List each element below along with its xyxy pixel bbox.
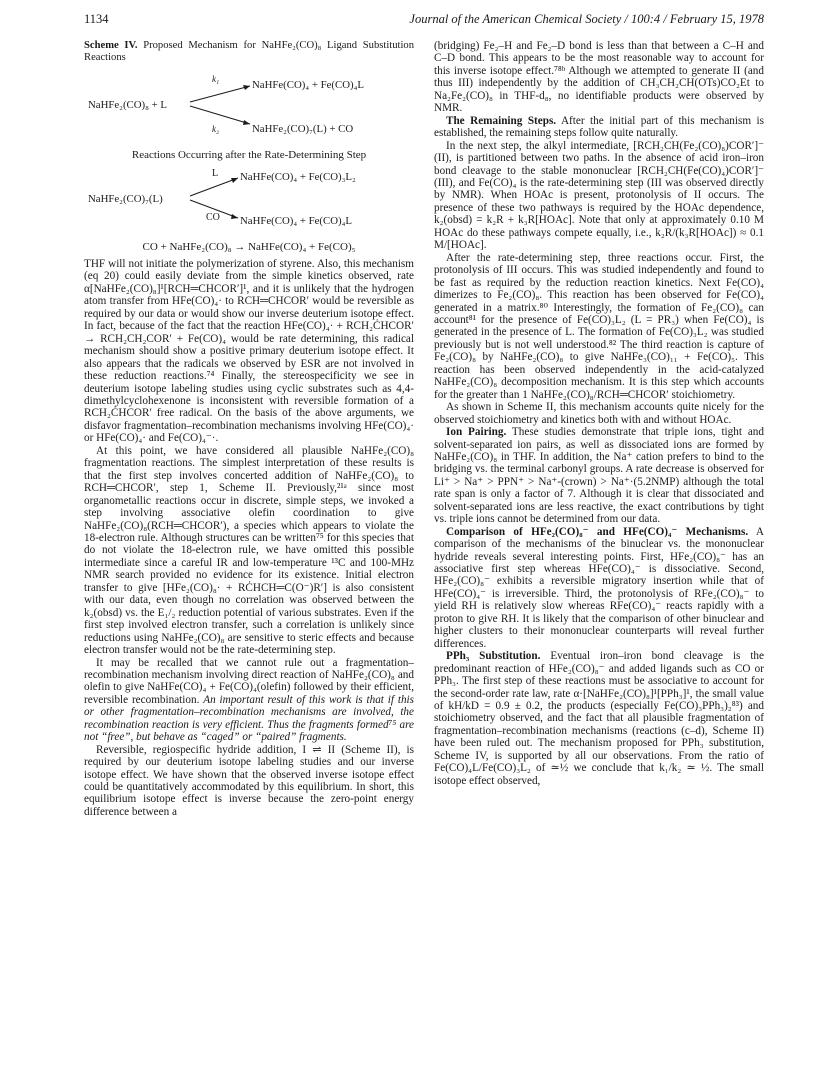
arrow-L [190,178,238,196]
left-paragraph-1: THF will not initiate the polymerization of styrene. Also, this mechanism (eq 20) could easily deviate from the simple kinetics observed, rate α[NaHFe₂(CO)₈]¹[RCH═CHCOR′]¹, and it is unlikely that the hydrogen atom transfer from HFe(CO)₄· to RCH═CHCOR′ would be reversible as required by our data or would show our inverse deuterium isotope effect. In fact, because of the fact that the reaction HFe(CO)₄· + RCH₂ĊHCOR′ → RCH₂CH₂COR′ + Fe(CO)₄ would be rate determining, this radical mechanism should show a positive primary deuterium isotope effect. It also appears that the radicals we observed by ESR are not involved in these reduction reactions.⁷⁴ Finally, the stereospecificity we see in deuterium isotope labeling studies using cyclic substrates such as 4,4-dimethylcyclohexenone is inconsistent with reversible formation of a RCH₂ĊHCOR′ free radical. On the basis of the above arguments, we disfavor fragmentation–recombination mechanisms involving HFe(CO)₄· or HFe(CO)₄· and Fe(CO)₄⁻·. [84,258,414,445]
ion-pairing-paragraph [434,426,764,526]
heading-pph3-substitution: PPh₃ Substitution. [446,650,541,663]
page-header [84,12,764,30]
reactant-2: NaHFe₂(CO)₇(L) [88,193,163,205]
scheme-diagram [84,68,414,258]
product-3: NaHFe(CO)₄ + Fe(CO)₃L₂ [240,171,356,183]
product-4: NaHFe(CO)₄ + Fe(CO)₄L [240,215,352,227]
remaining-steps-paragraph [434,115,764,140]
pph3-paragraph [434,650,764,787]
page-number: 1134 [84,12,109,26]
product-2: NaHFe₂(CO)₇(L) + CO [252,123,354,135]
scheme-caption [84,40,414,64]
reactant-1: NaHFe₂(CO)₈ + L [88,99,167,111]
arrow-k2 [190,106,250,124]
scheme-label: Scheme IV. [84,40,138,51]
left-paragraph-3b-italic: An important result of this work is that if this or other fragmentation–recombination mechanisms are involved, the recombination reaction is very efficient. Thus the fragments formed⁷⁵ are not “free”, but behave as “caged” or “paired” fragments. [84,693,414,744]
arrowhead-k1 [243,85,250,90]
comparison-paragraph [434,526,764,651]
right-paragraph-1: (bridging) Fe₂–H and Fe₂–D bond is less than that between a C–H and C–D bond. This appears to be the most reasonable way to account for this inverse isotope effect.⁷⁸ᵇ Although we attempted to generate II (and thus III) independently by the addition of CH₃CH₂CH(OTs)CO₂Et to Na₂Fe₂(CO)₈ in THF-d₈, no identifiable products were observed by NMR. [434,40,764,115]
product-1: NaHFe(CO)₄ + Fe(CO)₄L [252,79,364,91]
scheme-subtitle: Reactions Occurring after the Rate-Determining Step [131,149,367,161]
left-paragraph-3a: It may be recalled that we cannot rule out a fragmentation–recombination mechanism involving direct reaction of NaHFe₂(CO)₈ and olefin to give NaHFe(CO)₄ + Fe(CO)₄(olefin) followed by their efficient, reversible recombination. [84,656,414,706]
left-paragraph-2: At this point, we have considered all plausible NaHFe₂(CO)₈ fragmentation reactions. The simplest interpretation of these results is that the first step involves concerted addition of NaHFe₂(CO)₈ to RCH═CHCOR′, step 1, Scheme II. Previously,²¹ᵃ since most organometallic reactions occur in discrete, simple steps, we invoked a step involving associative olefin coordination to give NaHFe₂(CO)₈(RCH═CHCOR′), a species which appears to violate the 18-electron rule. Although structures can be written⁷⁵ for this species that do not violate the 18-electron rule, we have omitted this possible intermediate since a careful IR and low-temperature ¹³C and 100-MHz NMR search provided no evidence for its existence. Initial electron transfer to give [HFe₂(CO)₈· + RĊHCH═C(O⁻)R′] is also consistent with our data, even though no correlation was observed between the k₂(obsd) vs. the E₁/₂ reduction potential of various substrates. Even if the first step involved electron transfer, such a correlation is unlikely since reductions using NaHFe₂(CO)₈ are sensitive to steric effects and because electron transfer would not be the rate-determining step. [84,444,414,657]
scheme-title: Proposed Mechanism for NaHFe₂(CO)₈ Ligand Substitution Reactions [84,40,414,63]
left-paragraph-3 [84,657,414,744]
right-column [434,40,764,787]
final-reaction: CO + NaHFe₂(CO)₈ → NaHFe(CO)₄ + Fe(CO)₅ [142,241,356,253]
left-column [84,40,414,818]
right-paragraph-2: After the initial part of this mechanism is established, the remaining steps follow quite naturally. [434,114,764,140]
heading-remaining-steps: The Remaining Steps. [446,114,557,127]
journal-citation: Journal of the American Chemical Society / 100:4 / February 15, 1978 [409,12,764,26]
right-paragraph-4: After the rate-determining step, three reactions occur. First, the protonolysis of III occurs. This was studied independently and found to be fast as required by the reduction reaction kinetics. Next Fe(CO)₄ dimerizes to Fe₂(CO)₈. This reaction has been observed for Fe(CO)₄ generated in a matrix.⁸⁰ Interestingly, the formation of Fe₂(CO)₈ can account⁸¹ for the presence of Fe(CO)₃L₂ (L = PR₃) when Fe(CO)₄ is generated in the presence of L. The formation of Fe(CO)₃L₂ was studied previously but is not well understood.⁸² The third reaction is capture of Fe₂(CO)₈ by NaHFe₂(CO)₈ to give NaHFe₃(CO)₁₁ + Fe(CO)₅. This reaction has been observed independently in the acid-catalyzed NaHFe₂(CO)₈ decomposition mechanism. It is this step which accounts for the greater than 1 NaHFe₂(CO)₈/RCH═CHCOR′ stoichiometry. [434,251,764,401]
arrowhead-L [231,178,238,183]
arrowhead-k2 [243,120,250,125]
left-paragraph-4: Reversible, regiospecific hydride addition, I ⇌ II (Scheme II), is required by our deuterium isotope labeling studies and our inverse isotope effect. We have shown that the observed inverse isotope effect could be quantitatively accommodated by this equilibrium. In short, this equilibrium isotope effect is inverse because the zero-point energy difference between a [84,743,414,818]
scheme-svg [84,68,414,258]
right-paragraph-7: A comparison of the mechanisms of the binuclear vs. the mononuclear hydride reveals several interesting points. First, HFe₂(CO)₈⁻ has an associative first step whereas HFe(CO)₄⁻ is dissociative. Second, HFe₂(CO)₈⁻ exhibits a reversible migratory insertion while that of HFe(CO)₄⁻ is irreversible. Third, the protonolysis of RFe₂(CO)₈⁻ to yield RH is relatively slow whereas RFe(CO)₄⁻ reacts rapidly with a proton to give RH. It is likely that the comparison of other binuclear and higher clusters to their mononuclear counterparts will reveal further differences. [434,525,764,650]
k1-label: k₁ [212,74,220,84]
heading-ion-pairing: Ion Pairing. [446,426,507,439]
arrowhead-CO [231,214,238,219]
right-paragraph-8: Eventual iron–iron bond cleavage is the predominant reaction of HFe₂(CO)₈⁻ and added ligands such as CO or PPh₃. The first step of these reactions must be associative to account for the second-order rate law, rate α·[NaHFe₂(CO)₈]¹[PPh₃]¹, the small value of kH/kD = 0.9 ± 0.2, the products (especially Fe(CO)₃PPh₃)₂⁸³) and stoichiometry observed, and the fact that all plausible fragmentation of fragmentation–recombination mechanisms (reactions (c–d), Scheme II) have been ruled out. The mechanism proposed for PPh₃ substitution, Scheme IV, is supported by all our observations. From the ratio of Fe(CO)₄L/Fe(CO)₃L₂ of ≃½ we conclude that k₁/k₂ ≃ ½. The small isotope effect observed, [434,650,764,787]
ligand-L-label: L [212,168,219,179]
co-label: CO [206,212,220,223]
right-paragraph-6: These studies demonstrate that triple ions, tight and solvent-separated ion pairs, as well as dissociated ions are formed by NaHFe₂(CO)₈ in THF. In addition, the Na⁺ cation prefers to bind to the bridging vs. the terminal carbonyl groups. A rate decrease is observed for Li⁺ > Na⁺ > PPN⁺ > Na⁺-(crown) > Na⁺·(5.2NMP) although the total rate span is only a factor of 7. Although it is clear that dissociated and solvent-separated ions are less reactive, the exact contributions by tight vs. triple ions cannot be determined from our data. [434,426,764,526]
arrow-k1 [190,86,250,102]
right-paragraph-5: As shown in Scheme II, this mechanism accounts quite nicely for the observed stoichiometry and kinetics both with and without HOAc. [434,401,764,426]
k2-label: k₂ [212,124,220,134]
right-paragraph-3: In the next step, the alkyl intermediate, [RCH₂CH(Fe₂(CO)₈)COR′]⁻ (II), is partitioned between two paths. In the absence of acid iron–iron bond cleavage to the stable mononuclear [RCH₂CH(Fe(CO)₄)COR′]⁻ (III), and Fe(CO)₄ is the rate-determining step (III was observed directly by NMR). When HOAc is present, protonolysis of II occurs. The presence of these two pathways is required by the HOAc dependence, k₂(obsd) = k₂R + k₃R[HOAc]. Note that only at approximately 0.10 M HOAc do these pathways compete equally, i.e., k₂R/(k₃R[HOAc]) ≈ 0.1 M/[HOAc]. [434,139,764,252]
heading-comparison: Comparison of HFe₂(CO)₈⁻ and HFe(CO)₄⁻ Mechanisms. [446,525,749,538]
